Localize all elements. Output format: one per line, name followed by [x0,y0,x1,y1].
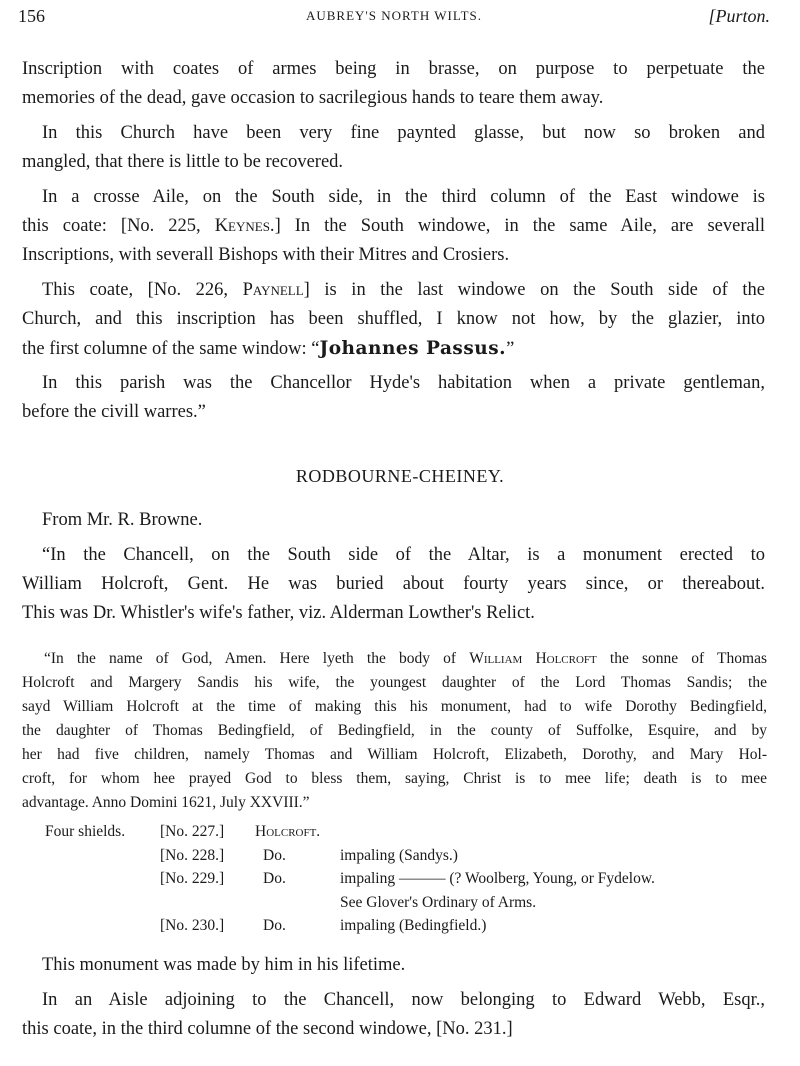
text: “In the name of God, Amen. Here lyeth the body of [44,650,470,667]
shield-number: [No. 227.] [160,823,225,840]
text: This coate, [No. 226, [42,280,243,300]
paragraph [22,506,765,535]
text: Holcroft and Margery Sandis his wife, the youngest daughter of the Lord Thomas Sandis; the [22,674,767,691]
text: her had five children, namely Thomas and William Holcroft, Elizabeth, Dorothy, and Mary Hol- [22,746,767,763]
text: croft, for whom hee prayed God to bless them, saying, Christ is to mee life; death is to mee [22,770,767,787]
text: this coate, in the third columne of the second windowe, [No. 231.] [22,1019,513,1039]
text: ] In the South windowe, in the same Aile, are severall [274,216,765,236]
text: before the civill warres.” [22,402,206,422]
paragraph [22,119,765,177]
place-heading: [Purton. [708,6,770,26]
page-number: 156 [18,6,45,26]
text-line [22,276,765,305]
text: this coate: [No. 225, [22,216,215,236]
impaling-note: impaling (Sandys.) [340,846,458,864]
small-caps-name: Paynell [242,280,304,300]
text: Inscriptions, with severall Bishops with their Mitres and Crosiers. [22,245,510,265]
closing-text [22,951,765,1050]
text-line [22,1015,765,1044]
paragraph [22,986,765,1044]
text-line [22,986,765,1015]
small-caps-name: Keynes. [214,216,275,236]
page-header [18,6,770,30]
text: William Holcroft, Gent. He was buried about fourty years since, or thereabout. [22,574,765,594]
shield-number: [No. 228.] [160,846,225,864]
text: Inscription with coates of armes being in brasse, on purpose to perpetuate the [22,59,765,79]
shields-label: Four shields. [45,823,126,840]
paragraph [22,647,767,815]
text-line [22,305,765,334]
text: the sonne of Thomas [596,650,767,667]
top-text [22,55,765,433]
text: In an Aisle adjoining to the Chancell, now belonging to Edward Webb, Esqr., [42,990,765,1010]
text: the first columne of the same window: “ [22,339,320,359]
paragraph [22,951,765,980]
ditto: Do. [263,917,286,934]
text-line [22,743,767,767]
section-heading: RODBOURNE-CHEINEY. [295,466,505,486]
text-line [22,647,767,671]
text-line [22,334,765,363]
text-line [22,671,767,695]
text-line [22,951,765,980]
paragraph [22,276,765,363]
paragraph [22,541,765,628]
text-line [22,369,765,398]
impaling-note: See Glover's Ordinary of Arms. [340,893,537,911]
text-line [22,119,765,148]
text-line [22,148,765,177]
text-line [22,719,767,743]
text-line [22,398,765,427]
text-line [22,212,765,241]
text-line [22,695,767,719]
shield-name: Holcroft. [255,823,321,840]
text: This monument was made by him in his lifetime. [42,955,406,975]
text-line [22,241,765,270]
text: This was Dr. Whistler's wife's father, viz. Alderman Lowther's Relict. [22,603,535,623]
paragraph [22,369,765,427]
text: In this Church have been very fine paynted glasse, but now so broken and [42,123,765,143]
text: mangled, that there is little to be recovered. [22,152,344,172]
inscription-text [22,647,767,821]
text: advantage. Anno Domini 1621, July XXVIII.” [22,794,310,811]
impaling-note: impaling ——— (? Woolberg, Young, or Fydelow. [340,870,655,887]
text-line [22,506,765,535]
text-line [22,599,765,628]
text-line [22,84,765,113]
text: sayd William Holcroft at the time of making this his monument, had to wife Dorothy Bedingfield, [22,698,767,715]
text: In a crosse Aile, on the South side, in the third column of the East windowe is [42,187,765,207]
paragraph [22,55,765,113]
text-line [22,55,765,84]
blackletter-inscription: Johannes Passus. [319,338,507,359]
text: “In the Chancell, on the South side of the Altar, is a monument erected to [42,545,765,565]
paragraph [22,183,765,270]
text: ] is in the last windowe on the South side of the [303,280,765,300]
text: the daughter of Thomas Bedingfield, of Bedingfield, in the county of Suffolke, Esquire, and by [22,722,767,739]
text: memories of the dead, gave occasion to sacrilegious hands to teare them away. [22,88,604,108]
small-caps-name: William Holcroft [469,650,597,667]
text-line [22,183,765,212]
text: ” [506,339,515,359]
ditto: Do. [263,870,286,887]
text: From Mr. R. Browne. [42,510,203,530]
text: In this parish was the Chancellor Hyde's habitation when a private gentleman, [42,373,765,393]
shield-number: [No. 229.] [160,870,225,887]
section-text [22,506,765,634]
text: Church, and this inscription has been shuffled, I know not how, by the glazier, into [22,309,765,329]
running-title: AUBREY'S NORTH WILTS. [305,8,483,23]
shield-number: [No. 230.] [160,917,225,934]
text-line [22,541,765,570]
text-line [22,570,765,599]
text-line [22,791,767,815]
impaling-note: impaling (Bedingfield.) [340,917,487,934]
ditto: Do. [263,846,286,864]
text-line [22,767,767,791]
